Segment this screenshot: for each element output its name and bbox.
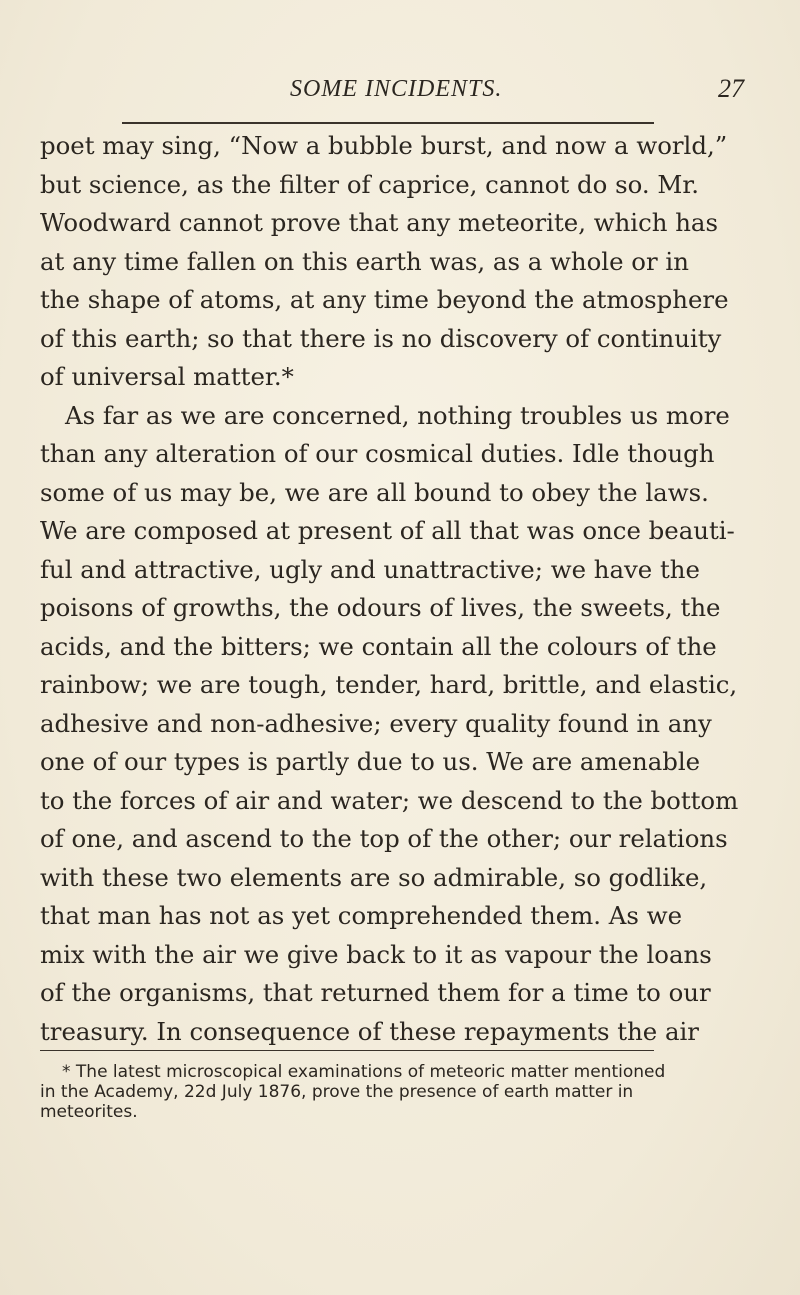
text-line: one of our types is partly due to us. We are amenable xyxy=(40,747,701,776)
footnote-line: in the Academy, 22d July 1876, prove the presence of earth matter in xyxy=(40,1082,634,1102)
text-line: We are composed at present of all that was once beauti- xyxy=(40,516,735,545)
header-rule xyxy=(122,122,654,124)
footnote xyxy=(40,1062,666,1122)
text-line: than any alteration of our cosmical duties. Idle though xyxy=(40,439,715,468)
text-line: mix with the air we give back to it as vapour the loans xyxy=(40,939,712,969)
text-line: rainbow; we are tough, tender, hard, brittle, and elastic, xyxy=(40,670,738,699)
text-line: but science, as the filter of caprice, cannot do so. Mr. xyxy=(40,169,700,199)
text-line: of one, and ascend to the top of the other; our relations xyxy=(40,824,728,853)
text-line: ful and attractive, ugly and unattractive; we have the xyxy=(40,554,700,584)
text-line: poet may sing, “Now a bubble burst, and now a world,” xyxy=(40,131,728,160)
running-header xyxy=(40,72,760,112)
paragraph-start-line: As far as we are concerned, nothing troubles us more xyxy=(65,400,730,430)
text-line: adhesive and non-adhesive; every quality found in any xyxy=(40,708,712,738)
page-number: 27 xyxy=(718,74,744,103)
text-line: Woodward cannot prove that any meteorite, which has xyxy=(40,208,718,237)
text-line: of this earth; so that there is no discovery of continuity xyxy=(40,323,722,353)
text-line: to the forces of air and water; we descend to the bottom xyxy=(40,785,739,815)
text-line: of the organisms, that returned them for a time to our xyxy=(40,978,711,1007)
text-line: some of us may be, we are all bound to obey the laws. xyxy=(40,477,709,507)
body-text xyxy=(40,127,739,1051)
running-title: SOME INCIDENTS. xyxy=(290,76,503,102)
text-line: poisons of growths, the odours of lives, the sweets, the xyxy=(40,593,721,622)
text-line: with these two elements are so admirable, so godlike, xyxy=(40,862,708,892)
text-line: of universal matter.* xyxy=(40,362,294,391)
text-line: that man has not as yet comprehended them. As we xyxy=(40,901,683,930)
text-line: treasury. In consequence of these repayments the air xyxy=(40,1016,699,1046)
footnote-line: meteorites. xyxy=(40,1102,138,1122)
footnote-line: * The latest microscopical examinations of meteoric matter mentioned xyxy=(62,1062,666,1082)
text-line: the shape of atoms, at any time beyond the atmosphere xyxy=(40,285,729,314)
footnote-rule xyxy=(40,1050,654,1051)
text-line: at any time fallen on this earth was, as a whole or in xyxy=(40,246,689,276)
text-line: acids, and the bitters; we contain all the colours of the xyxy=(40,631,717,661)
